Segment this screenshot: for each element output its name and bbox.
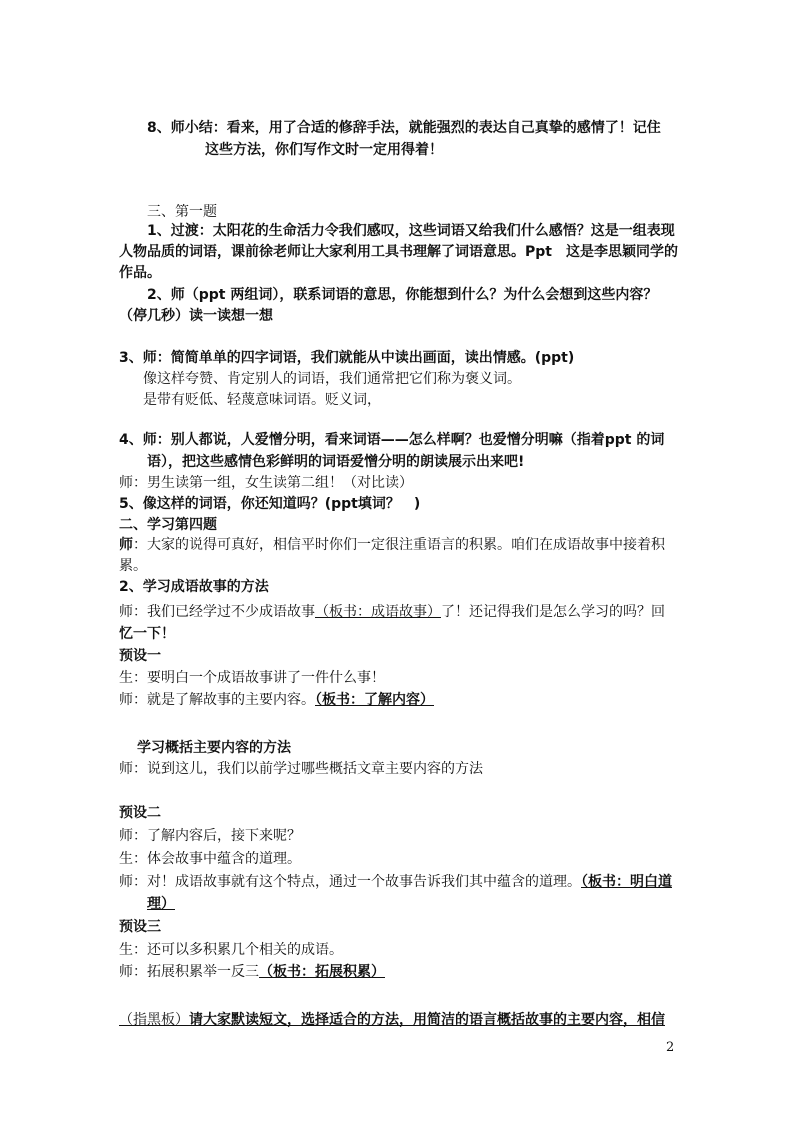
subsection-heading: 学习概括主要内容的方法 — [137, 740, 291, 756]
paragraph-line: 累。 — [119, 558, 147, 574]
paragraph-line: 作品。 — [119, 265, 161, 281]
section-heading-2: 二、学习第四题 — [119, 517, 217, 533]
paragraph-line: 师：了解内容后，接下来呢？ — [119, 828, 301, 844]
paragraph-line: 师：大家的说得可真好，相信平时你们一定很注重语言的积累。咱们在成语故事中接着积 — [119, 537, 665, 553]
summary-line-2: 这些方法，你们写作文时一定用得着！ — [205, 142, 443, 158]
paragraph-line: 生：要明白一个成语故事讲了一件什么事！ — [119, 670, 385, 686]
paragraph-line: 师：对！成语故事就有这个特点，通过一个故事告诉我们其中蕴含的道理。（板书：明白道 — [119, 874, 672, 890]
paragraph-line: （指黑板）请大家默读短文，选择适合的方法，用简洁的语言概括故事的主要内容，相信 — [119, 1012, 665, 1028]
paragraph-line: 忆一下！ — [119, 626, 175, 642]
paragraph-line: 2、师（ppt 两组词），联系词语的意思，你能想到什么？为什么会想到这些内容？ — [147, 287, 658, 303]
paragraph-line: 师：我们已经学过不少成语故事（板书：成语故事）了！还记得我们是怎么学习的吗？回 — [119, 604, 665, 620]
paragraph-line: 理） — [147, 896, 175, 912]
paragraph-line: 人物品质的词语，课前徐老师让大家利用工具书理解了词语意思。Ppt 这是李思颖同学的 — [119, 244, 678, 260]
paragraph-line: 3、师：简简单单的四字词语，我们就能从中读出画面，读出情感。(ppt) — [119, 350, 575, 366]
paragraph-line: 生：体会故事中蕴含的道理。 — [119, 851, 301, 867]
preset-heading: 预设二 — [119, 805, 161, 821]
paragraph-line: （停几秒）读一读想一想 — [119, 308, 273, 324]
paragraph-line: 1、过渡：太阳花的生命活力令我们感叹，这些词语又给我们什么感悟？这是一组表现 — [147, 223, 675, 239]
paragraph-line: 师：说到这儿，我们以前学过哪些概括文章主要内容的方法 — [119, 761, 483, 777]
paragraph-line: 5、像这样的词语，你还知道吗？(ppt填词？ ) — [119, 496, 421, 512]
preset-heading: 预设一 — [119, 648, 161, 664]
page-number: 2 — [666, 1040, 675, 1055]
preset-heading: 预设三 — [119, 919, 161, 935]
subsection-heading: 2、学习成语故事的方法 — [119, 579, 269, 595]
paragraph-line: 师：就是了解故事的主要内容。（板书：了解内容） — [119, 692, 434, 708]
summary-line-1: 8、师小结：看来，用了合适的修辞手法，就能强烈的表达自己真挚的感情了！记住 — [147, 120, 661, 136]
paragraph-line: 师：男生读第一组，女生读第二组！（对比读） — [119, 475, 413, 491]
paragraph-line: 是带有贬低、轻蔑意味词语。贬义词， — [143, 392, 381, 408]
paragraph-line: 师：拓展积累举一反三（板书：拓展积累） — [119, 964, 385, 980]
paragraph-line: 4、师：别人都说，人爱憎分明，看来词语——怎么样啊？也爱憎分明嘛（指着ppt 的词 — [119, 432, 665, 448]
paragraph-line: 语），把这些感情色彩鲜明的词语爱憎分明的朗读展示出来吧! — [147, 454, 525, 470]
paragraph-line: 生：还可以多积累几个相关的成语。 — [119, 942, 343, 958]
section-heading-1: 三、第一题 — [147, 204, 217, 220]
paragraph-line: 像这样夸赞、肯定别人的词语，我们通常把它们称为褒义词。 — [143, 371, 521, 387]
